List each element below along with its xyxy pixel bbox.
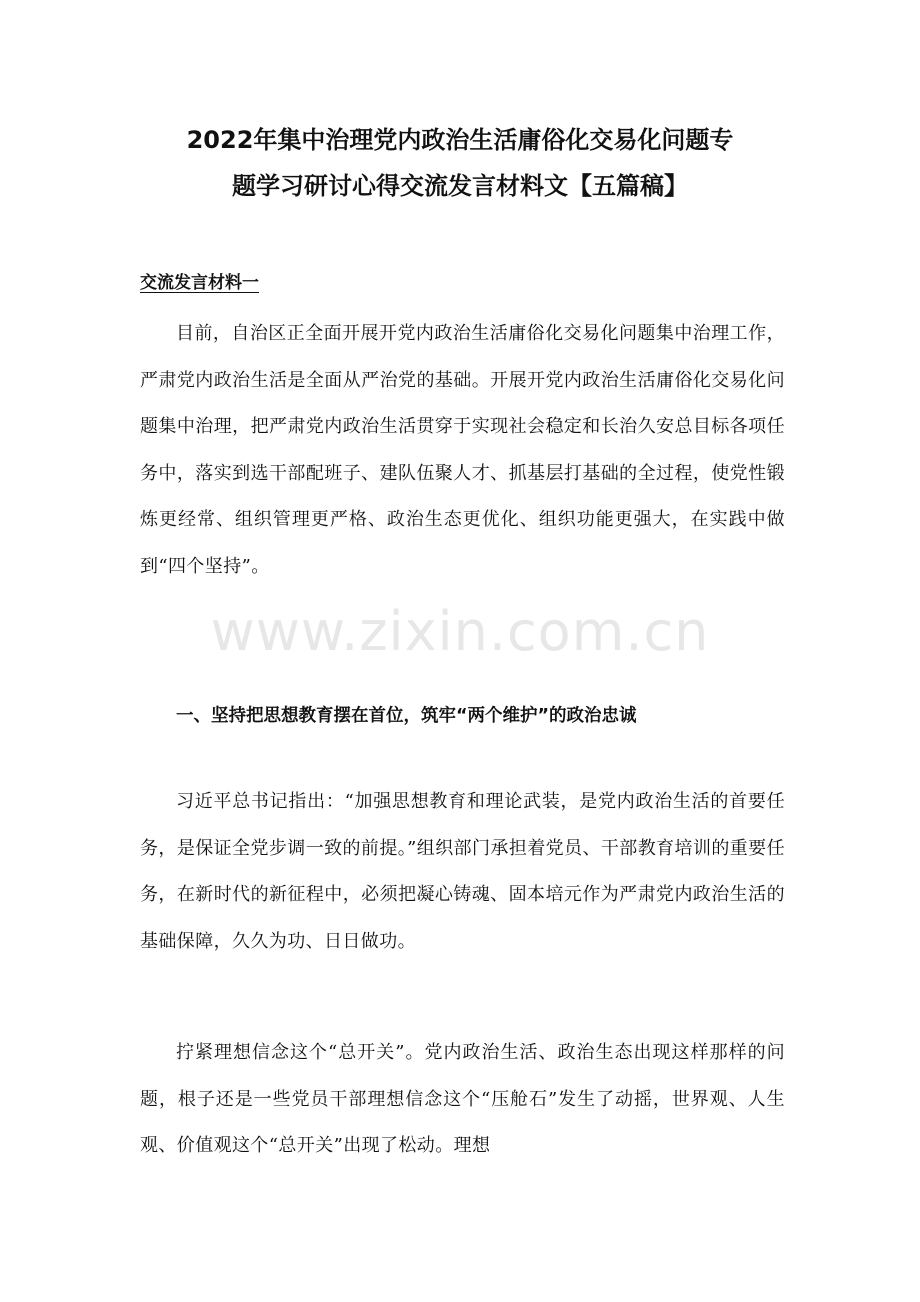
watermark: www.zixin.com.cn — [210, 600, 710, 663]
paragraph-3: 拧紧理想信念这个“总开关”。党内政治生活、政治生态出现这样那样的问题，根子还是一些党员干部理想信念这个“压舱石”发生了动摇，世界观、人生观、价值观这个“总开关”出现了松动。理想 — [140, 1042, 785, 1156]
subheading-1: 一、坚持把思想教育摆在首位，筑牢“两个维护”的政治忠诚 — [176, 706, 637, 726]
paragraph-2: 习近平总书记指出：“加强思想教育和理论武装，是党内政治生活的首要任务，是保证全党步调一致的前提。”组织部门承担着党员、干部教育培训的重要任务，在新时代的新征程中，必须把凝心铸魂、固本培元作为严肃党内政治生活的基础保障，久久为功、日日做功。 — [140, 791, 785, 952]
document-title-line-1: 2022年集中治理党内政治生活庸俗化交易化问题专 — [186, 126, 734, 154]
section-heading: 交流发言材料一 — [140, 273, 259, 293]
document-title-line-2: 题学习研讨心得交流发言材料文【五篇稿】 — [232, 172, 688, 200]
paragraph-1: 目前，自治区正全面开展开党内政治生活庸俗化交易化问题集中治理工作，严肃党内政治生活是全面从严治党的基础。开展开党内政治生活庸俗化交易化问题集中治理，把严肃党内政治生活贯穿于实现社会稳定和长治久安总目标各项任务中，落实到选干部配班子、建队伍聚人才、抓基层打基础的全过程，使党性锻炼更经常、组织管理更严格、政治生态更优化、组织功能更强大，在实践中做到“四个坚持”。 — [140, 323, 785, 577]
